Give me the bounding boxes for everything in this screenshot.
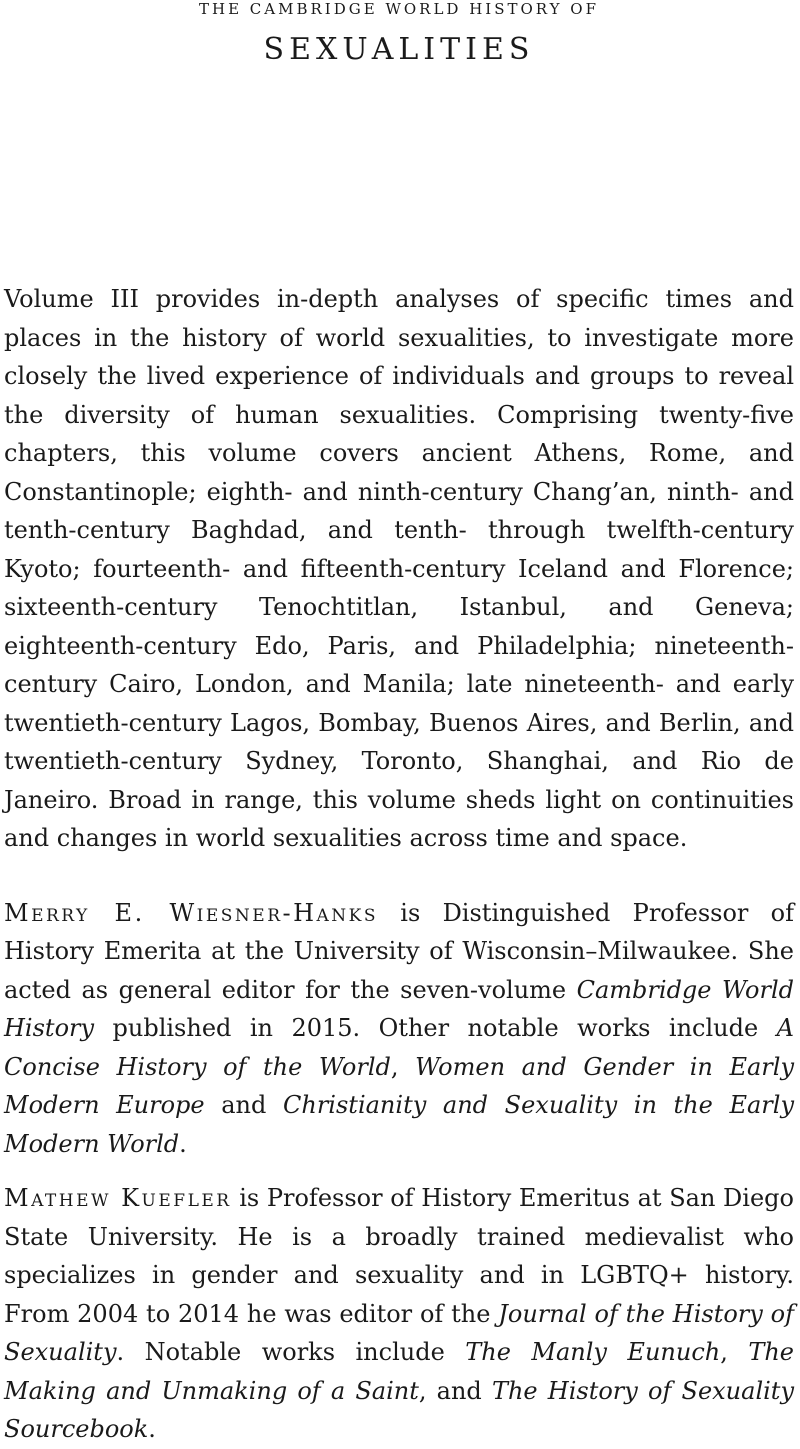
bio-text: , — [390, 1052, 416, 1081]
work-title: A Concise History of the World — [4, 1014, 794, 1081]
editor-bio-wiesner-hanks — [4, 894, 794, 1164]
work-title: The History of Sexuality Sourcebook — [4, 1376, 795, 1443]
volume-description: Volume III provides in-depth analyses of specific times and places in the history of world sexualities, to investigate more closely the lived experience of individuals and groups to reveal the diversity of human sexualities. Comprising twenty-five chapters, this volume covers ancient Athens, Rome, and Constantinople; eighth- and ninth-century Chang’an, ninth- and tenth-century Baghdad, and tenth- through twelfth-century Kyoto; fourteenth- and fifteenth-century Iceland and Florence; sixteenth-century Tenochtitlan, Istanbul, and Geneva; eighteenth-century Edo, Paris, and Philadelphia; nineteenth-century Cairo, London, and Manila; late nineteenth- and early twentieth-century Lagos, Bombay, Buenos Aires, and Berlin, and twentieth-century Sydney, Toronto, Shanghai, and Rio de Janeiro. Broad in range, this volume sheds light on continuities and changes in world sexualities across time and space. — [4, 285, 794, 852]
bio-text: . — [179, 1129, 187, 1158]
bio-text: published in 2015. Other notable works include — [94, 1014, 777, 1042]
work-title: The Manly Eunuch — [465, 1338, 721, 1366]
work-title: Cambridge World History — [4, 975, 794, 1042]
editor-bio-kuefler — [4, 1179, 794, 1449]
work-title: The Making and Unmaking of a Saint — [4, 1338, 794, 1405]
bio-text: is Distinguished Professor of History Emerita at the University of Wisconsin–Milwaukee. She acted as general editor for the seven-volume — [4, 898, 794, 1004]
bio-text: . — [148, 1415, 156, 1443]
series-title: THE CAMBRIDGE WORLD HISTORY OF — [199, 0, 599, 18]
editor-name: Mathew Kuefler — [4, 1184, 232, 1212]
editor-name: Merry E. Wiesner-Hanks — [4, 898, 379, 927]
work-title: Women and Gender in Early Modern Europe — [4, 1052, 795, 1119]
work-title: Journal of the History of Sexuality — [4, 1299, 794, 1366]
bio-text: , and — [418, 1376, 492, 1405]
work-title: Christianity and Sexuality in the Early Modern World — [4, 1091, 795, 1158]
book-title: SEXUALITIES — [263, 32, 535, 67]
bio-text: . Notable works include — [116, 1338, 466, 1366]
bio-text: and — [204, 1091, 284, 1119]
bio-text: , — [720, 1338, 749, 1366]
bio-text: is Professor of History Emeritus at San Diego State University. He is a broadly trained medievalist who specializes in gender and sexuality and in LGBTQ+ history. From 2004 to 2014 he was editor of the — [4, 1184, 794, 1328]
